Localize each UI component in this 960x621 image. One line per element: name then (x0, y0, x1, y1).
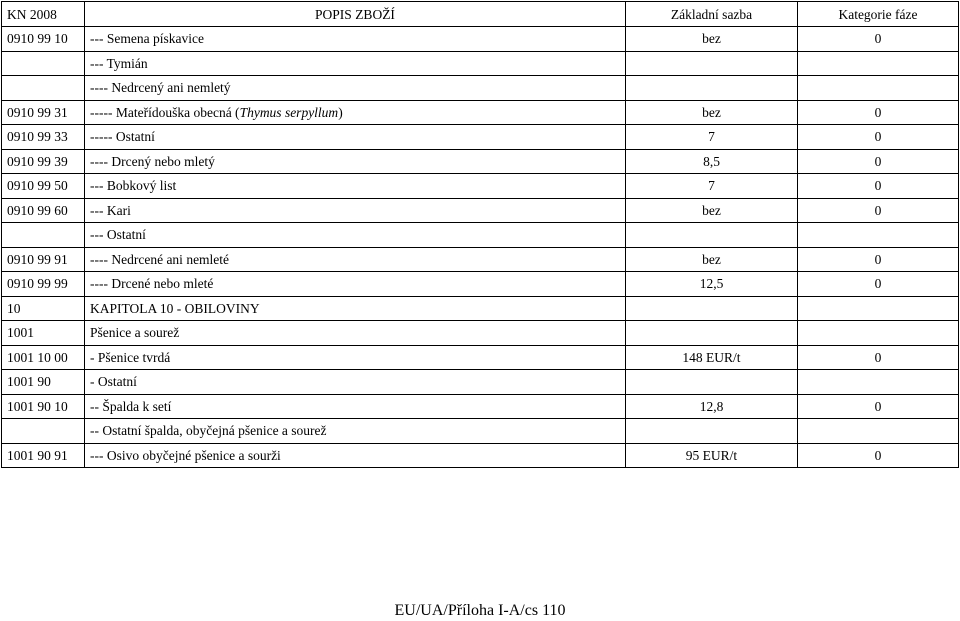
cn-code-cell: 1001 (2, 321, 85, 346)
staging-category-cell (798, 321, 959, 346)
description-cell: -- Špalda k setí (85, 394, 626, 419)
base-rate-cell: 8,5 (626, 149, 798, 174)
table-row (2, 272, 959, 297)
tariff-table (1, 1, 959, 468)
base-rate-cell: bez (626, 198, 798, 223)
cn-code-cell: 1001 90 (2, 370, 85, 395)
description-cell: --- Ostatní (85, 223, 626, 248)
table-row (2, 100, 959, 125)
base-rate-cell (626, 296, 798, 321)
description-cell: ---- Nedrcený ani nemletý (85, 76, 626, 101)
table-row (2, 27, 959, 52)
description-cell: ---- Drcený nebo mletý (85, 149, 626, 174)
table-row (2, 345, 959, 370)
table-row (2, 394, 959, 419)
table-row (2, 443, 959, 468)
cn-code-cell (2, 76, 85, 101)
table-row (2, 198, 959, 223)
cn-code-cell (2, 223, 85, 248)
description-cell: --- Kari (85, 198, 626, 223)
description-cell: -- Ostatní špalda, obyčejná pšenice a sourež (85, 419, 626, 444)
base-rate-cell (626, 76, 798, 101)
description-cell: KAPITOLA 10 - OBILOVINY (85, 296, 626, 321)
cn-code-cell: 0910 99 91 (2, 247, 85, 272)
cn-code-cell: 0910 99 39 (2, 149, 85, 174)
staging-category-cell: 0 (798, 272, 959, 297)
header-description: POPIS ZBOŽÍ (85, 2, 626, 27)
page-footer: EU/UA/Příloha I-A/cs 110 (394, 602, 566, 619)
base-rate-cell: 12,8 (626, 394, 798, 419)
description-text: ----- Mateřídouška obecná ( (90, 104, 240, 120)
cn-code-cell: 0910 99 10 (2, 27, 85, 52)
description-cell: - Pšenice tvrdá (85, 345, 626, 370)
header-rate: Základní sazba (626, 2, 798, 27)
header-category: Kategorie fáze (798, 2, 959, 27)
base-rate-cell: 12,5 (626, 272, 798, 297)
staging-category-cell: 0 (798, 149, 959, 174)
base-rate-cell (626, 419, 798, 444)
base-rate-cell: bez (626, 247, 798, 272)
staging-category-cell: 0 (798, 345, 959, 370)
cn-code-cell: 10 (2, 296, 85, 321)
cn-code-cell: 1001 90 10 (2, 394, 85, 419)
base-rate-cell: 7 (626, 174, 798, 199)
staging-category-cell (798, 76, 959, 101)
cn-code-cell: 0910 99 50 (2, 174, 85, 199)
table-row (2, 174, 959, 199)
staging-category-cell: 0 (798, 394, 959, 419)
latin-name: Thymus serpyllum (239, 104, 339, 120)
base-rate-cell: bez (626, 100, 798, 125)
staging-category-cell: 0 (798, 443, 959, 468)
staging-category-cell (798, 51, 959, 76)
description-cell: --- Bobkový list (85, 174, 626, 199)
staging-category-cell (798, 419, 959, 444)
base-rate-cell: 148 EUR/t (626, 345, 798, 370)
table-row (2, 149, 959, 174)
table-row (2, 125, 959, 150)
table-row (2, 76, 959, 101)
base-rate-cell (626, 223, 798, 248)
description-cell: Pšenice a sourež (85, 321, 626, 346)
cn-code-cell: 0910 99 31 (2, 100, 85, 125)
base-rate-cell: 95 EUR/t (626, 443, 798, 468)
staging-category-cell: 0 (798, 198, 959, 223)
table-body (2, 27, 959, 468)
staging-category-cell: 0 (798, 27, 959, 52)
cn-code-cell: 0910 99 60 (2, 198, 85, 223)
staging-category-cell (798, 296, 959, 321)
table-row (2, 247, 959, 272)
base-rate-cell (626, 51, 798, 76)
table-row (2, 51, 959, 76)
base-rate-cell (626, 321, 798, 346)
table-row (2, 223, 959, 248)
description-cell: ----- Ostatní (85, 125, 626, 150)
description-text-end: ) (338, 104, 343, 120)
base-rate-cell: 7 (626, 125, 798, 150)
base-rate-cell (626, 370, 798, 395)
table-row (2, 296, 959, 321)
description-cell: ---- Drcené nebo mleté (85, 272, 626, 297)
staging-category-cell: 0 (798, 247, 959, 272)
cn-code-cell: 0910 99 99 (2, 272, 85, 297)
staging-category-cell: 0 (798, 100, 959, 125)
staging-category-cell (798, 223, 959, 248)
cn-code-cell: 1001 10 00 (2, 345, 85, 370)
description-cell: - Ostatní (85, 370, 626, 395)
description-cell: --- Tymián (85, 51, 626, 76)
staging-category-cell (798, 370, 959, 395)
description-cell: --- Osivo obyčejné pšenice a sourži (85, 443, 626, 468)
header-code: KN 2008 (2, 2, 85, 27)
staging-category-cell: 0 (798, 125, 959, 150)
description-cell: --- Semena pískavice (85, 27, 626, 52)
description-cell (85, 100, 626, 125)
cn-code-cell (2, 51, 85, 76)
table-row (2, 419, 959, 444)
base-rate-cell: bez (626, 27, 798, 52)
cn-code-cell: 0910 99 33 (2, 125, 85, 150)
table-row (2, 370, 959, 395)
cn-code-cell: 1001 90 91 (2, 443, 85, 468)
header-row (2, 2, 959, 27)
description-cell: ---- Nedrcené ani nemleté (85, 247, 626, 272)
cn-code-cell (2, 419, 85, 444)
table-row (2, 321, 959, 346)
staging-category-cell: 0 (798, 174, 959, 199)
